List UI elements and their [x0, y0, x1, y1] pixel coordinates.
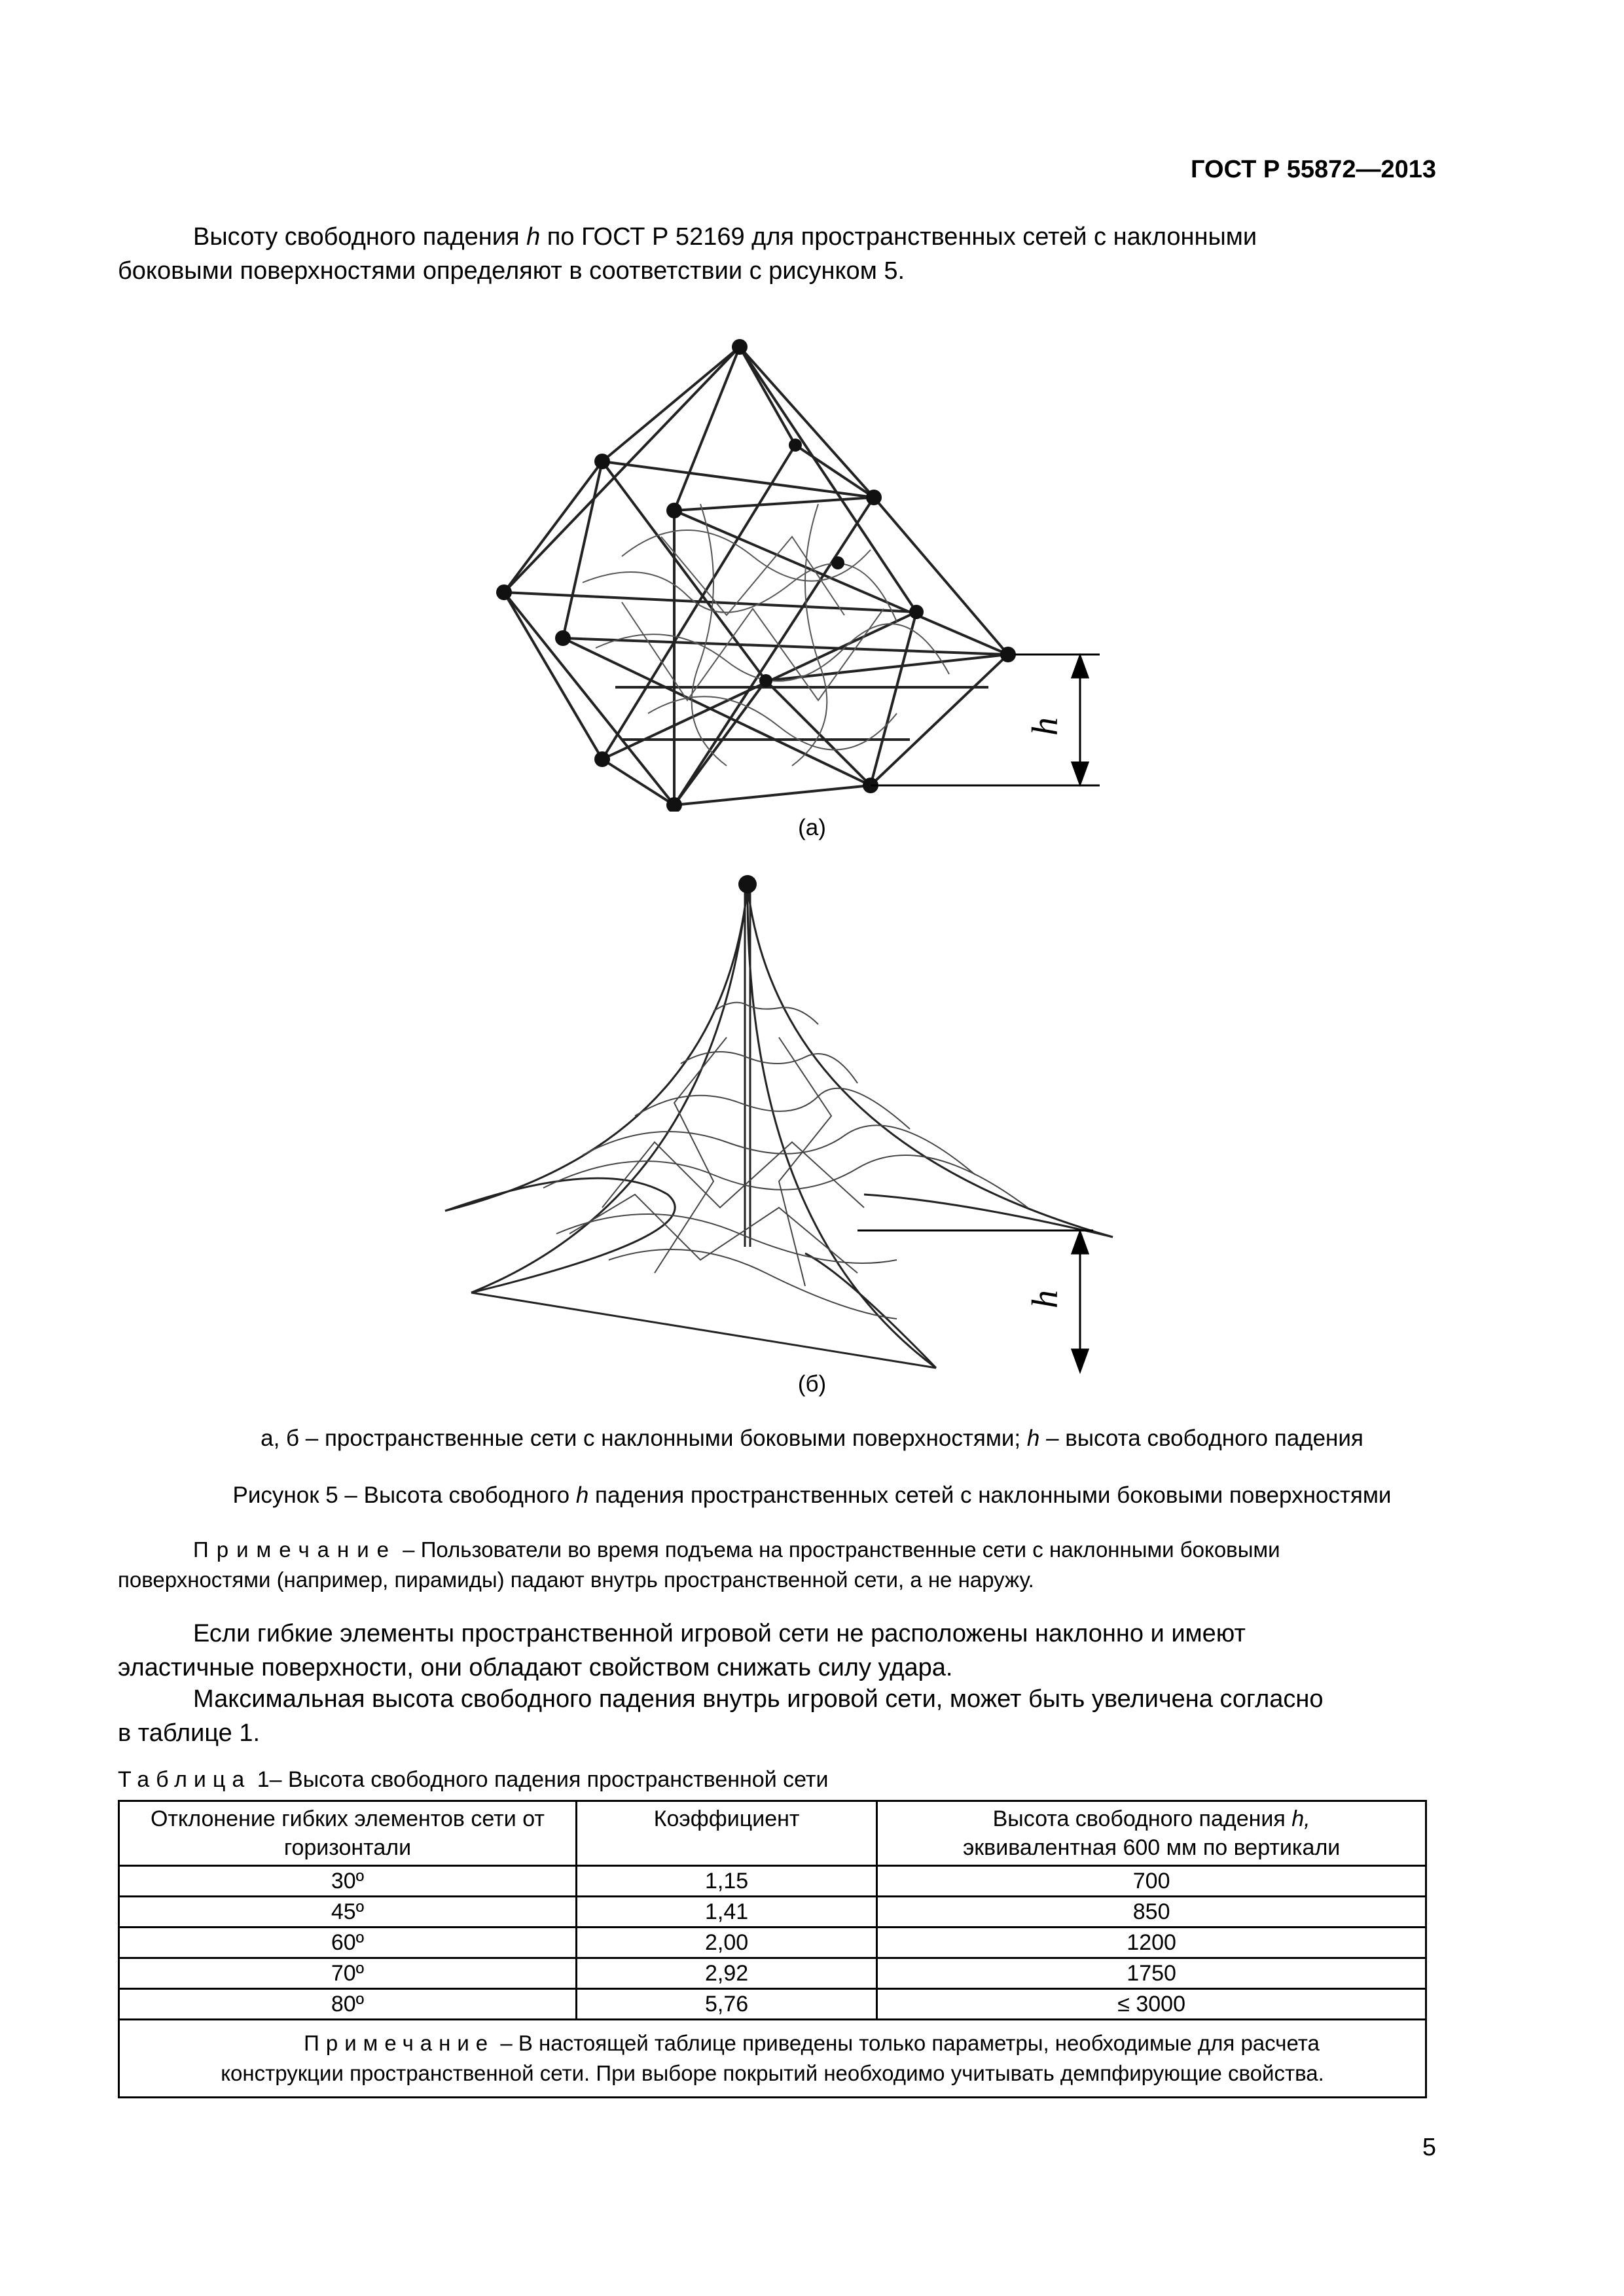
header-height: Высота свободного падения h, эквивалентная 600 мм по вертикали: [877, 1801, 1426, 1866]
note-1: Примечание – Пользователи во время подъема на пространственные сети с наклонными боковыми поверхностями (например, пирамиды) падают внутрь пространственной сети, а не наружу.: [118, 1537, 1280, 1592]
table-row: 45º 1,41 850: [119, 1897, 1426, 1928]
figure-legend: а, б – пространственные сети с наклонными боковыми поверхностями; h – высота свободного падения: [261, 1426, 1363, 1451]
body-paragraph-1: Если гибкие элементы пространственной игровой сети не расположены наклонно и имеют эластичные поверхности, они обладают свойством снижать силу удара.: [118, 1620, 1246, 1681]
header-coefficient: Коэффициент: [576, 1801, 876, 1866]
document-code: ГОСТ Р 55872—2013: [1191, 156, 1436, 183]
figure-b-label: (б): [797, 1371, 827, 1397]
table-row: 80º 5,76 ≤ 3000: [119, 1989, 1426, 2020]
dimension-h-label-b: h: [1025, 1290, 1066, 1308]
dimension-h-label-a: h: [1025, 717, 1066, 736]
body-paragraph-2: Максимальная высота свободного падения внутрь игровой сети, может быть увеличена согласно в таблице 1.: [118, 1685, 1324, 1747]
table-row: 30º 1,15 700: [119, 1866, 1426, 1897]
table-header-row: [119, 1801, 1426, 1866]
table-caption: Таблица 1– Высота свободного падения пространственной сети: [118, 1767, 829, 1792]
intro-paragraph: Высоту свободного падения h по ГОСТ Р 52169 для пространственных сетей с наклонными боковыми поверхностями определяют в соответствии с рисунком 5.: [118, 223, 1257, 285]
free-fall-height-table: [118, 1800, 1427, 2098]
table-note-row: [119, 2020, 1426, 2098]
header-deviation: Отклонение гибких элементов сети от горизонтали: [119, 1801, 577, 1866]
figure-title: Рисунок 5 – Высота свободного h падения пространственных сетей с наклонными боковыми поверхностями: [232, 1482, 1392, 1508]
table-note: Примечание – В настоящей таблице приведены только параметры, необходимые для расчета конструкции пространственной сети. При выборе покрытий необходимо учитывать демпфирующие свойства.: [119, 2020, 1426, 2098]
figure-a-label: (а): [798, 815, 826, 840]
figure-a-octahedron-net: [452, 308, 1106, 812]
page-number: 5: [1422, 2134, 1436, 2161]
table-row: 60º 2,00 1200: [119, 1928, 1426, 1958]
figure-b-pyramid-net: [439, 867, 1126, 1384]
table-row: 70º 2,92 1750: [119, 1958, 1426, 1989]
